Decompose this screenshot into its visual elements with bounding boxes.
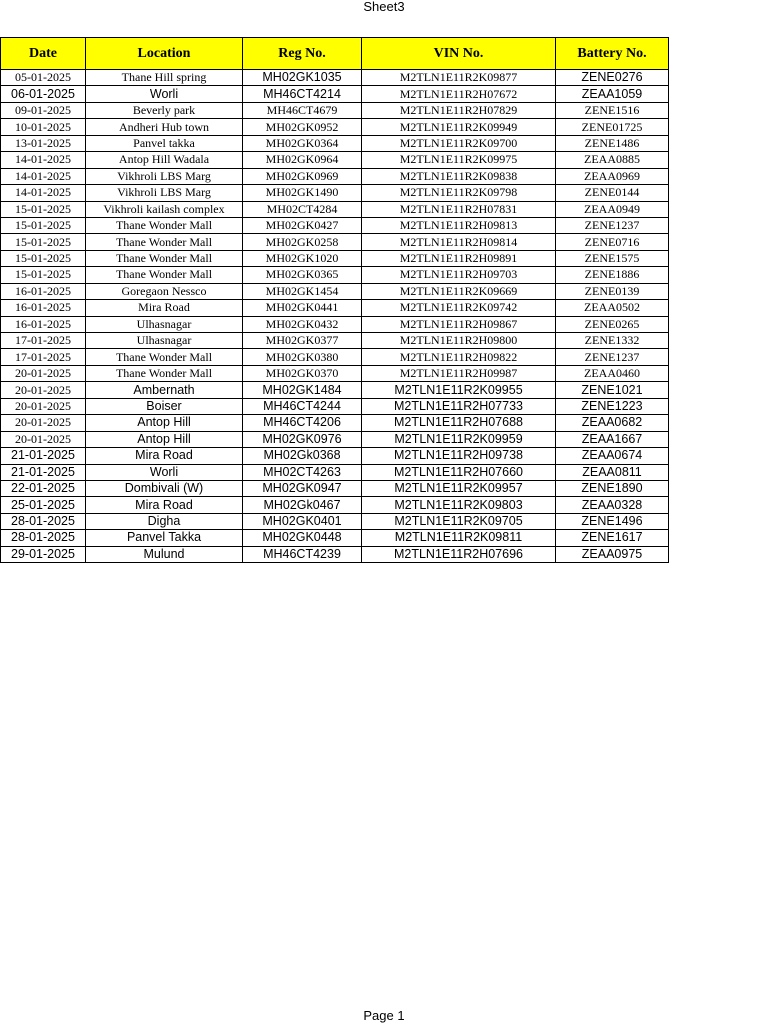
table-row [1, 102, 669, 118]
cell-vin-no: M2TLN1E11R2K09838 [362, 168, 556, 184]
cell-location: Antop Hill Wadala [86, 152, 243, 168]
cell-reg-no: MH02GK0448 [243, 530, 362, 546]
table-row [1, 480, 669, 496]
cell-date: 20-01-2025 [1, 431, 86, 447]
cell-date: 16-01-2025 [1, 316, 86, 332]
cell-reg-no: MH02GK0258 [243, 234, 362, 250]
cell-battery-no: ZEAA0328 [556, 497, 669, 513]
cell-vin-no: M2TLN1E11R2H09703 [362, 267, 556, 283]
cell-location: Thane Wonder Mall [86, 217, 243, 233]
cell-reg-no: MH02GK0969 [243, 168, 362, 184]
cell-location: Boiser [86, 398, 243, 414]
cell-date: 20-01-2025 [1, 415, 86, 431]
cell-vin-no: M2TLN1E11R2K09669 [362, 283, 556, 299]
table-row [1, 546, 669, 562]
cell-battery-no: ZENE1496 [556, 513, 669, 529]
cell-location: Thane Wonder Mall [86, 349, 243, 365]
table-row [1, 168, 669, 184]
cell-location: Worli [86, 464, 243, 480]
table-row [1, 234, 669, 250]
cell-battery-no: ZENE1332 [556, 333, 669, 349]
cell-battery-no: ZENE0139 [556, 283, 669, 299]
cell-location: Dombivali (W) [86, 480, 243, 496]
cell-reg-no: MH02GK1484 [243, 382, 362, 398]
cell-date: 14-01-2025 [1, 168, 86, 184]
cell-reg-no: MH02GK0427 [243, 217, 362, 233]
cell-location: Vikhroli LBS Marg [86, 168, 243, 184]
table-row [1, 349, 669, 365]
table-body [1, 70, 669, 563]
cell-battery-no: ZENE1890 [556, 480, 669, 496]
cell-reg-no: MH02Gk0368 [243, 448, 362, 464]
cell-vin-no: M2TLN1E11R2K09811 [362, 530, 556, 546]
cell-location: Mira Road [86, 448, 243, 464]
cell-vin-no: M2TLN1E11R2H07660 [362, 464, 556, 480]
cell-reg-no: MH46CT4679 [243, 102, 362, 118]
page-number: Page 1 [363, 1008, 405, 1023]
cell-battery-no: ZENE01725 [556, 119, 669, 135]
cell-battery-no: ZENE1486 [556, 135, 669, 151]
cell-battery-no: ZEAA1059 [556, 86, 669, 102]
table-row [1, 415, 669, 431]
sheet-title: Sheet3 [363, 0, 405, 14]
cell-vin-no: M2TLN1E11R2H07672 [362, 86, 556, 102]
table-row [1, 250, 669, 266]
table-row [1, 283, 669, 299]
cell-vin-no: M2TLN1E11R2H07733 [362, 398, 556, 414]
cell-reg-no: MH02GK0947 [243, 480, 362, 496]
cell-battery-no: ZEAA0682 [556, 415, 669, 431]
cell-location: Mira Road [86, 300, 243, 316]
table-row [1, 431, 669, 447]
cell-location: Panvel takka [86, 135, 243, 151]
cell-date: 15-01-2025 [1, 217, 86, 233]
cell-date: 28-01-2025 [1, 530, 86, 546]
cell-vin-no: M2TLN1E11R2H09822 [362, 349, 556, 365]
cell-vin-no: M2TLN1E11R2H09867 [362, 316, 556, 332]
cell-vin-no: M2TLN1E11R2K09949 [362, 119, 556, 135]
cell-reg-no: MH46CT4206 [243, 415, 362, 431]
cell-reg-no: MH46CT4239 [243, 546, 362, 562]
cell-date: 25-01-2025 [1, 497, 86, 513]
table-row [1, 217, 669, 233]
cell-location: Panvel Takka [86, 530, 243, 546]
cell-vin-no: M2TLN1E11R2H09813 [362, 217, 556, 233]
column-header-battery-no: Battery No. [556, 38, 669, 70]
cell-reg-no: MH46CT4244 [243, 398, 362, 414]
cell-date: 28-01-2025 [1, 513, 86, 529]
cell-vin-no: M2TLN1E11R2H09987 [362, 365, 556, 381]
cell-date: 09-01-2025 [1, 102, 86, 118]
table-row [1, 398, 669, 414]
cell-reg-no: MH02GK0365 [243, 267, 362, 283]
cell-date: 20-01-2025 [1, 398, 86, 414]
table-row [1, 135, 669, 151]
table-row [1, 530, 669, 546]
cell-battery-no: ZENE1516 [556, 102, 669, 118]
cell-location: Ambernath [86, 382, 243, 398]
cell-date: 05-01-2025 [1, 70, 86, 86]
cell-location: Vikhroli LBS Marg [86, 185, 243, 201]
cell-battery-no: ZENE1223 [556, 398, 669, 414]
table-header [1, 38, 669, 70]
cell-vin-no: M2TLN1E11R2H09891 [362, 250, 556, 266]
cell-vin-no: M2TLN1E11R2K09705 [362, 513, 556, 529]
cell-location: Antop Hill [86, 415, 243, 431]
cell-battery-no: ZEAA0674 [556, 448, 669, 464]
cell-battery-no: ZEAA0460 [556, 365, 669, 381]
cell-date: 10-01-2025 [1, 119, 86, 135]
cell-location: Beverly park [86, 102, 243, 118]
cell-reg-no: MH02GK0952 [243, 119, 362, 135]
header-row [1, 38, 669, 70]
table-row [1, 152, 669, 168]
cell-reg-no: MH02GK0401 [243, 513, 362, 529]
cell-battery-no: ZEAA0811 [556, 464, 669, 480]
table-row [1, 70, 669, 86]
cell-location: Goregaon Nessco [86, 283, 243, 299]
cell-date: 15-01-2025 [1, 250, 86, 266]
table-row [1, 464, 669, 480]
table-row [1, 267, 669, 283]
table-row [1, 448, 669, 464]
cell-battery-no: ZENE1237 [556, 349, 669, 365]
cell-reg-no: MH46CT4214 [243, 86, 362, 102]
cell-date: 14-01-2025 [1, 185, 86, 201]
cell-battery-no: ZEAA0949 [556, 201, 669, 217]
cell-date: 14-01-2025 [1, 152, 86, 168]
cell-vin-no: M2TLN1E11R2K09955 [362, 382, 556, 398]
cell-location: Vikhroli kailash complex [86, 201, 243, 217]
cell-date: 29-01-2025 [1, 546, 86, 562]
cell-reg-no: MH02GK0964 [243, 152, 362, 168]
cell-location: Thane Wonder Mall [86, 250, 243, 266]
cell-location: Andheri Hub town [86, 119, 243, 135]
cell-battery-no: ZEAA0502 [556, 300, 669, 316]
cell-date: 17-01-2025 [1, 333, 86, 349]
cell-reg-no: MH02GK0432 [243, 316, 362, 332]
cell-battery-no: ZENE1021 [556, 382, 669, 398]
cell-date: 15-01-2025 [1, 267, 86, 283]
cell-location: Thane Wonder Mall [86, 234, 243, 250]
cell-date: 13-01-2025 [1, 135, 86, 151]
cell-location: Mulund [86, 546, 243, 562]
cell-date: 21-01-2025 [1, 464, 86, 480]
cell-battery-no: ZEAA0969 [556, 168, 669, 184]
cell-vin-no: M2TLN1E11R2H07831 [362, 201, 556, 217]
table-row [1, 333, 669, 349]
table-row [1, 316, 669, 332]
cell-date: 20-01-2025 [1, 382, 86, 398]
cell-reg-no: MH02GK0441 [243, 300, 362, 316]
cell-location: Thane Wonder Mall [86, 267, 243, 283]
cell-date: 16-01-2025 [1, 283, 86, 299]
cell-vin-no: M2TLN1E11R2K09975 [362, 152, 556, 168]
cell-location: Mira Road [86, 497, 243, 513]
cell-date: 22-01-2025 [1, 480, 86, 496]
cell-date: 16-01-2025 [1, 300, 86, 316]
cell-reg-no: MH02GK0377 [243, 333, 362, 349]
cell-date: 15-01-2025 [1, 234, 86, 250]
cell-date: 21-01-2025 [1, 448, 86, 464]
cell-reg-no: MH02GK0370 [243, 365, 362, 381]
cell-battery-no: ZEAA1667 [556, 431, 669, 447]
table-row [1, 382, 669, 398]
table-row [1, 185, 669, 201]
cell-battery-no: ZENE0265 [556, 316, 669, 332]
cell-vin-no: M2TLN1E11R2K09742 [362, 300, 556, 316]
cell-vin-no: M2TLN1E11R2H09800 [362, 333, 556, 349]
table-row [1, 365, 669, 381]
cell-battery-no: ZENE0144 [556, 185, 669, 201]
cell-date: 20-01-2025 [1, 365, 86, 381]
cell-location: Thane Wonder Mall [86, 365, 243, 381]
cell-vin-no: M2TLN1E11R2K09957 [362, 480, 556, 496]
cell-reg-no: MH02CT4284 [243, 201, 362, 217]
cell-vin-no: M2TLN1E11R2H09738 [362, 448, 556, 464]
cell-battery-no: ZENE0276 [556, 70, 669, 86]
column-header-vin-no: VIN No. [362, 38, 556, 70]
cell-reg-no: MH02GK1454 [243, 283, 362, 299]
table-row [1, 201, 669, 217]
cell-date: 17-01-2025 [1, 349, 86, 365]
cell-reg-no: MH02CT4263 [243, 464, 362, 480]
column-header-location: Location [86, 38, 243, 70]
cell-vin-no: M2TLN1E11R2H09814 [362, 234, 556, 250]
cell-reg-no: MH02GK1490 [243, 185, 362, 201]
cell-reg-no: MH02GK1035 [243, 70, 362, 86]
cell-reg-no: MH02GK0364 [243, 135, 362, 151]
cell-battery-no: ZENE0716 [556, 234, 669, 250]
cell-date: 06-01-2025 [1, 86, 86, 102]
cell-location: Antop Hill [86, 431, 243, 447]
cell-reg-no: MH02GK1020 [243, 250, 362, 266]
cell-vin-no: M2TLN1E11R2K09803 [362, 497, 556, 513]
cell-vin-no: M2TLN1E11R2K09700 [362, 135, 556, 151]
cell-date: 15-01-2025 [1, 201, 86, 217]
cell-vin-no: M2TLN1E11R2K09959 [362, 431, 556, 447]
cell-reg-no: MH02GK0380 [243, 349, 362, 365]
cell-vin-no: M2TLN1E11R2K09798 [362, 185, 556, 201]
data-table [0, 37, 669, 563]
table-row [1, 300, 669, 316]
cell-location: Ulhasnagar [86, 333, 243, 349]
cell-vin-no: M2TLN1E11R2H07688 [362, 415, 556, 431]
cell-location: Ulhasnagar [86, 316, 243, 332]
cell-vin-no: M2TLN1E11R2H07696 [362, 546, 556, 562]
cell-vin-no: M2TLN1E11R2K09877 [362, 70, 556, 86]
cell-battery-no: ZEAA0975 [556, 546, 669, 562]
cell-battery-no: ZENE1886 [556, 267, 669, 283]
cell-battery-no: ZEAA0885 [556, 152, 669, 168]
table-row [1, 119, 669, 135]
cell-reg-no: MH02Gk0467 [243, 497, 362, 513]
cell-vin-no: M2TLN1E11R2H07829 [362, 102, 556, 118]
table-row [1, 497, 669, 513]
cell-reg-no: MH02GK0976 [243, 431, 362, 447]
cell-battery-no: ZENE1575 [556, 250, 669, 266]
cell-battery-no: ZENE1617 [556, 530, 669, 546]
cell-location: Worli [86, 86, 243, 102]
table-row [1, 86, 669, 102]
column-header-reg-no: Reg No. [243, 38, 362, 70]
cell-location: Digha [86, 513, 243, 529]
table-row [1, 513, 669, 529]
cell-battery-no: ZENE1237 [556, 217, 669, 233]
column-header-date: Date [1, 38, 86, 70]
cell-location: Thane Hill spring [86, 70, 243, 86]
